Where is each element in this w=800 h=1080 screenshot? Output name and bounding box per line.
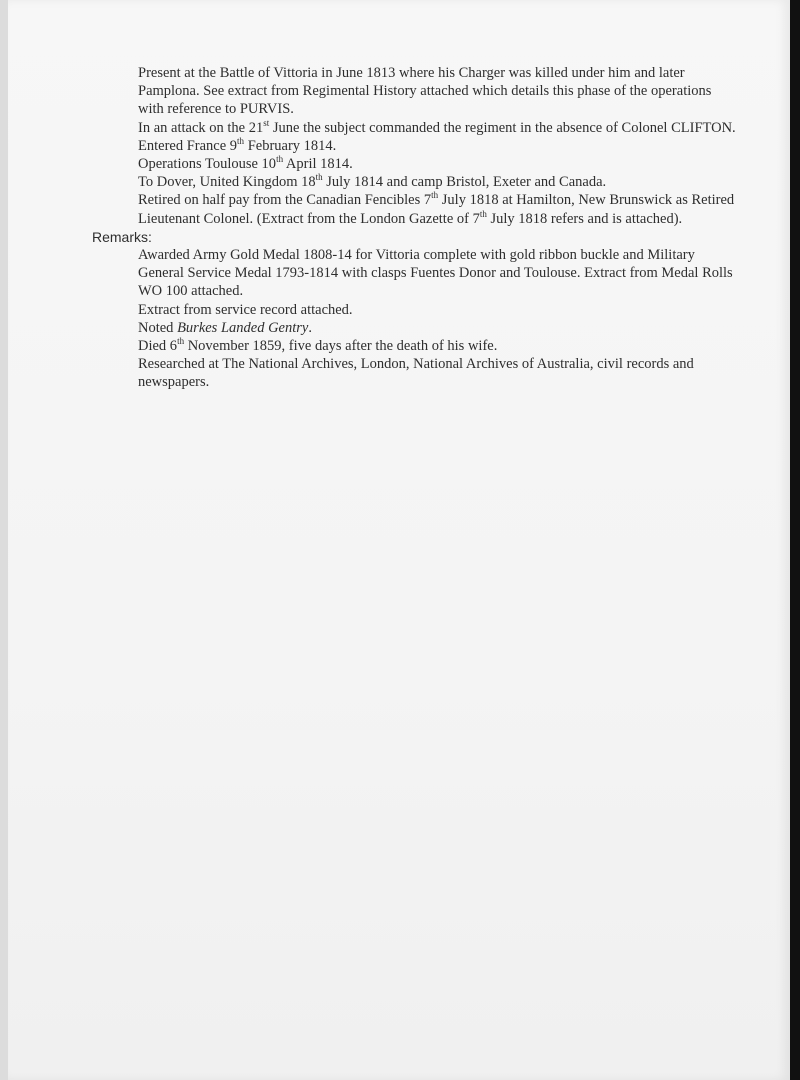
ordinal-suffix: th (431, 190, 439, 201)
entry-text: July 1818 refers and is attached). (486, 210, 683, 227)
ordinal-suffix: th (479, 208, 487, 219)
paper-sheet (8, 0, 790, 1080)
service-entry (138, 191, 738, 227)
entry-text: . (308, 319, 312, 336)
entry-text: Operations Toulouse 10 (138, 156, 277, 173)
entry-text: Extract from service record attached. (138, 301, 353, 318)
italic-title: Burkes Landed Gentry (177, 319, 309, 336)
entry-text: February 1814. (244, 137, 337, 154)
entry-text: In an attack on the 21 (138, 119, 264, 136)
remarks-list (138, 246, 738, 392)
ordinal-suffix: th (315, 172, 323, 183)
service-entry (138, 173, 738, 191)
ordinal-suffix: st (263, 117, 270, 128)
entry-text: Researched at The National Archives, London, National Archives of Australia, civil records and newspapers. (138, 356, 694, 391)
entry-text: June the subject commanded the regiment in the absence of Colonel CLIFTON. (269, 119, 736, 136)
remarks-entry (138, 355, 738, 391)
entry-text: Present at the Battle of Vittoria in June 1813 where his Charger was killed under him and later Pamplona. See extract from Regimental History attached which details this phase of the operations with reference to PURVIS. (138, 65, 712, 118)
remarks-entry (138, 319, 738, 337)
ordinal-suffix: th (237, 135, 245, 146)
entry-text: Entered France 9 (138, 137, 238, 154)
ordinal-suffix: th (177, 336, 185, 347)
document-body (8, 64, 790, 392)
entry-text: Noted (138, 319, 178, 336)
entry-text: Died 6 (138, 338, 178, 355)
service-entry (138, 155, 738, 173)
remarks-entry (138, 337, 738, 355)
entry-text: April 1814. (283, 156, 353, 173)
background-edge (790, 0, 800, 1080)
entry-text: Awarded Army Gold Medal 1808-14 for Vittoria complete with gold ribbon buckle and Military General Service Medal 1793-1814 with clasps Fuentes Donor and Toulouse. Extract from Medal Rolls WO 100 attached. (138, 247, 733, 300)
remarks-entry (138, 246, 738, 301)
entry-text: To Dover, United Kingdom 18 (138, 174, 316, 191)
entry-text: November 1859, five days after the death of his wife. (184, 338, 498, 355)
ordinal-suffix: th (276, 154, 284, 165)
service-entry (138, 64, 738, 119)
service-entry (138, 119, 738, 137)
service-entry (138, 137, 738, 155)
entry-text: Retired on half pay from the Canadian Fencibles 7 (138, 192, 432, 209)
entry-text: July 1818 at Hamilton, New Brunswick as Retired Lieutenant Colonel. (Extract from the London Gazette of 7 (138, 192, 735, 227)
service-history (138, 64, 738, 228)
remarks-entry (138, 301, 738, 319)
remarks-heading: Remarks: (92, 228, 152, 245)
entry-text: July 1814 and camp Bristol, Exeter and Canada. (322, 174, 607, 191)
